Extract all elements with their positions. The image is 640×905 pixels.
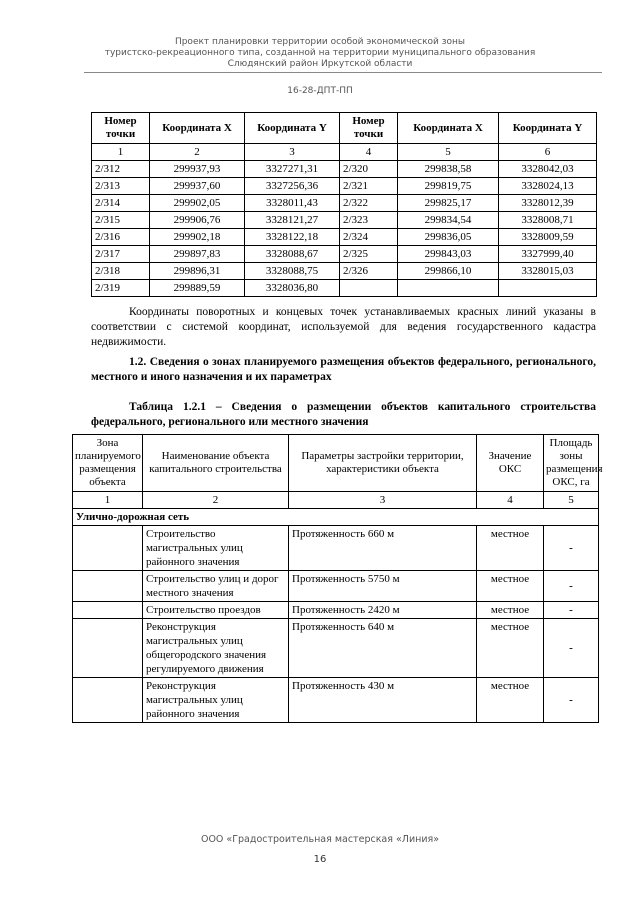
objects-value-cell: местное (477, 526, 544, 571)
coords-row (92, 246, 597, 263)
coords-cell: 299825,17 (398, 195, 499, 212)
coords-cell (499, 280, 597, 297)
coords-cell: 2/321 (340, 178, 398, 195)
objects-param-cell: Протяженность 640 м (289, 619, 477, 678)
header-divider (84, 72, 602, 73)
coords-header-cell: Координата X (150, 113, 245, 144)
coords-row (92, 229, 597, 246)
coords-cell: 3328011,43 (245, 195, 340, 212)
coords-cell (340, 280, 398, 297)
objects-row (73, 602, 599, 619)
coords-cell: 299906,76 (150, 212, 245, 229)
coords-cell: 3328008,71 (499, 212, 597, 229)
objects-area-cell: - (544, 678, 599, 723)
coords-cell: 299889,59 (150, 280, 245, 297)
objects-header-cell: Значение ОКС (477, 435, 544, 492)
coords-cell: 2/316 (92, 229, 150, 246)
footer-company: ООО «Градостроительная мастерская «Линия» (200, 834, 440, 845)
objects-header-row (73, 435, 599, 492)
objects-name-cell: Реконструкция магистральных улиц общегородского значения регулируемого движения (143, 619, 289, 678)
coords-cell: 3327256,36 (245, 178, 340, 195)
coords-number-row (92, 144, 597, 161)
objects-zone-cell (73, 619, 143, 678)
objects-zone-cell (73, 678, 143, 723)
coords-number-cell: 5 (398, 144, 499, 161)
coords-row (92, 195, 597, 212)
coords-cell: 299843,03 (398, 246, 499, 263)
objects-area-cell: - (544, 602, 599, 619)
coords-cell: 299834,54 (398, 212, 499, 229)
coords-cell: 3327271,31 (245, 161, 340, 178)
objects-name-cell: Реконструкция магистральных улиц районного значения (143, 678, 289, 723)
objects-value-cell: местное (477, 602, 544, 619)
objects-group-title: Улично-дорожная сеть (73, 509, 599, 526)
coords-header-cell: Координата Y (245, 113, 340, 144)
document-code: 16-28-ДПТ-ПП (287, 86, 353, 96)
document-header-line-2: туристско-рекреационного типа, созданной на территории муниципального образования (104, 48, 536, 58)
coords-cell: 3328088,67 (245, 246, 340, 263)
objects-row (73, 526, 599, 571)
objects-number-row (73, 492, 599, 509)
coords-header-cell: Координата X (398, 113, 499, 144)
objects-zone-cell (73, 526, 143, 571)
objects-header-cell: Зона планируемого размещения объекта (73, 435, 143, 492)
coords-header-cell: Номер точки (92, 113, 150, 144)
coords-header-cell: Координата Y (499, 113, 597, 144)
objects-name-cell: Строительство магистральных улиц районного значения (143, 526, 289, 571)
objects-header-cell: Наименование объекта капитального строительства (143, 435, 289, 492)
coords-cell (398, 280, 499, 297)
coords-cell: 2/320 (340, 161, 398, 178)
coords-number-cell: 2 (150, 144, 245, 161)
coords-cell: 299836,05 (398, 229, 499, 246)
coords-cell: 299937,60 (150, 178, 245, 195)
document-header-line-1: Проект планировки территории особой экономической зоны (174, 37, 466, 47)
coords-cell: 2/314 (92, 195, 150, 212)
coords-header-row (92, 113, 597, 144)
coords-number-cell: 1 (92, 144, 150, 161)
objects-name-cell: Строительство проездов (143, 602, 289, 619)
coords-cell: 299902,18 (150, 229, 245, 246)
objects-number-cell: 3 (289, 492, 477, 509)
objects-header-cell: Параметры застройки территории, характеристики объекта (289, 435, 477, 492)
coordinates-table (91, 112, 597, 297)
coords-row (92, 263, 597, 280)
document-header-line-3: Слюдянский район Иркутской области (227, 59, 413, 69)
coords-cell: 2/315 (92, 212, 150, 229)
coords-cell: 2/319 (92, 280, 150, 297)
objects-value-cell: местное (477, 571, 544, 602)
coords-cell: 2/325 (340, 246, 398, 263)
objects-zone-cell (73, 602, 143, 619)
coords-cell: 3328042,03 (499, 161, 597, 178)
coords-number-cell: 3 (245, 144, 340, 161)
coords-cell: 3328122,18 (245, 229, 340, 246)
coords-cell: 299866,10 (398, 263, 499, 280)
coordinates-note: Координаты поворотных и концевых точек устанавливаемых красных линий указаны в соответствии с системой координат, используемой для ведения государственного кадастра недвижимости. (91, 306, 596, 348)
coords-row (92, 280, 597, 297)
coords-cell: 3328088,75 (245, 263, 340, 280)
coords-cell: 2/324 (340, 229, 398, 246)
objects-param-cell: Протяженность 2420 м (289, 602, 477, 619)
page-number: 16 (313, 854, 327, 865)
objects-number-cell: 5 (544, 492, 599, 509)
table-caption: Таблица 1.2.1 – Сведения о размещении объектов капитального строительства федерального, регионального или местного значения (91, 401, 596, 428)
coords-number-cell: 4 (340, 144, 398, 161)
coords-cell: 299819,75 (398, 178, 499, 195)
objects-number-cell: 1 (73, 492, 143, 509)
coords-cell: 299896,31 (150, 263, 245, 280)
objects-number-cell: 2 (143, 492, 289, 509)
objects-row (73, 571, 599, 602)
coords-cell: 3327999,40 (499, 246, 597, 263)
coords-cell: 3328015,03 (499, 263, 597, 280)
objects-area-cell: - (544, 526, 599, 571)
coords-cell: 299838,58 (398, 161, 499, 178)
objects-zone-cell (73, 571, 143, 602)
coords-row (92, 161, 597, 178)
objects-number-cell: 4 (477, 492, 544, 509)
coords-number-cell: 6 (499, 144, 597, 161)
coords-cell: 299902,05 (150, 195, 245, 212)
objects-row (73, 619, 599, 678)
coords-cell: 2/312 (92, 161, 150, 178)
coords-row (92, 212, 597, 229)
objects-name-cell: Строительство улиц и дорог местного значения (143, 571, 289, 602)
coords-cell: 3328009,59 (499, 229, 597, 246)
coords-cell: 3328012,39 (499, 195, 597, 212)
coords-cell: 3328024,13 (499, 178, 597, 195)
objects-area-cell: - (544, 571, 599, 602)
coords-row (92, 178, 597, 195)
coords-cell: 3328121,27 (245, 212, 340, 229)
coords-cell: 2/317 (92, 246, 150, 263)
objects-group-row (73, 509, 599, 526)
objects-row (73, 678, 599, 723)
coords-cell: 2/322 (340, 195, 398, 212)
section-title: 1.2. Сведения о зонах планируемого размещения объектов федерального, регионального, местного и иного назначения и их параметрах (91, 356, 596, 383)
coords-cell: 299937,93 (150, 161, 245, 178)
objects-header-cell: Площадь зоны размещения ОКС, га (544, 435, 599, 492)
objects-param-cell: Протяженность 660 м (289, 526, 477, 571)
objects-table (72, 434, 603, 723)
coords-header-cell: Номер точки (340, 113, 398, 144)
coords-cell: 3328036,80 (245, 280, 340, 297)
coords-cell: 2/318 (92, 263, 150, 280)
coords-cell: 2/313 (92, 178, 150, 195)
objects-param-cell: Протяженность 5750 м (289, 571, 477, 602)
objects-value-cell: местное (477, 678, 544, 723)
objects-value-cell: местное (477, 619, 544, 678)
coords-cell: 299897,83 (150, 246, 245, 263)
objects-param-cell: Протяженность 430 м (289, 678, 477, 723)
coords-cell: 2/323 (340, 212, 398, 229)
coords-cell: 2/326 (340, 263, 398, 280)
objects-area-cell: - (544, 619, 599, 678)
